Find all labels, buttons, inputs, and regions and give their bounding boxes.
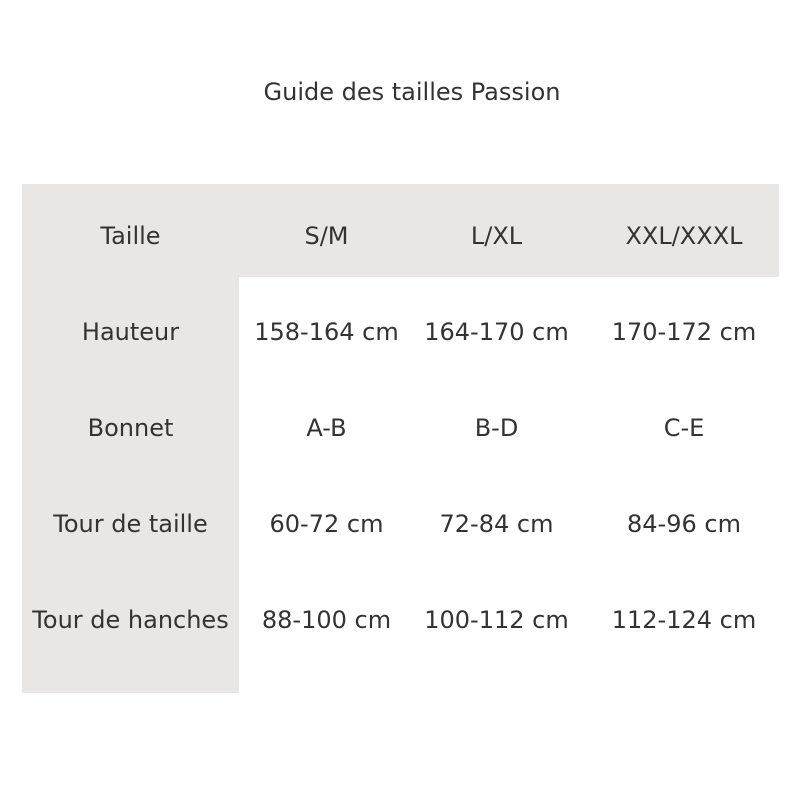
table-cell: 88-100 cm (261, 606, 392, 634)
table-cell: 84-96 cm (627, 510, 741, 538)
header-cell-taille: Taille (100, 222, 161, 250)
table-cell: 170-172 cm (611, 318, 757, 346)
header-row (22, 188, 779, 284)
table-row (22, 380, 779, 476)
table-cell: B-D (474, 414, 519, 442)
table-cell: 112-124 cm (611, 606, 757, 634)
page-title: Guide des tailles Passion (263, 78, 561, 106)
table-cell: 158-164 cm (254, 318, 399, 346)
row-label-hauteur: Hauteur (81, 318, 180, 346)
header-cell-xxlxxxl: XXL/XXXL (625, 222, 743, 250)
header-cell-sm: S/M (304, 222, 349, 250)
header-cell-lxl: L/XL (470, 222, 523, 250)
table-cell: 100-112 cm (424, 606, 569, 634)
table-row (22, 476, 779, 572)
size-table (22, 184, 779, 693)
table-row (22, 572, 779, 668)
row-label-tour-de-hanches: Tour de hanches (32, 606, 229, 634)
table-cell: 60-72 cm (269, 510, 384, 538)
table-cell: 72-84 cm (439, 510, 554, 538)
table-cell: 164-170 cm (424, 318, 569, 346)
table-cell: A-B (306, 414, 347, 442)
row-label-bonnet: Bonnet (87, 414, 174, 442)
table-row (22, 284, 779, 380)
table-cell: C-E (663, 414, 705, 442)
row-label-tour-de-taille: Tour de taille (53, 510, 208, 538)
